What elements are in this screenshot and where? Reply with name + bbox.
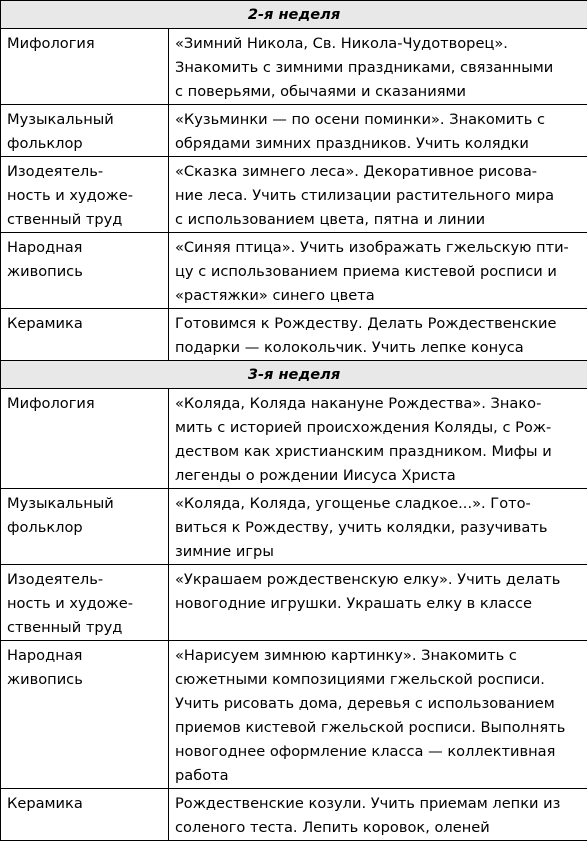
activity-line: «Коляда, Коляда, угощенье сладкое...». Гото- — [175, 492, 581, 516]
activity-line: цу с использованием приема кистевой росписи и — [175, 260, 581, 284]
activity-line: Готовимся к Рождеству. Делать Рождественские — [175, 312, 581, 336]
activity-line: ние леса. Учить стилизации растительного мира — [175, 184, 581, 208]
subject-cell — [1, 641, 169, 789]
subject-line: Мифология — [7, 32, 162, 56]
subject-line: живопись — [7, 668, 162, 692]
subject-line: ственный труд — [7, 208, 162, 232]
activity-line: приемов кистевой гжельской росписи. Выполнять — [175, 716, 581, 740]
activity-cell — [169, 641, 587, 789]
activity-line: «Зимний Никола, Св. Никола-Чудотворец». — [175, 32, 581, 56]
table-row — [1, 309, 587, 361]
table-row — [1, 29, 587, 105]
table-row — [1, 233, 587, 309]
activity-cell — [169, 389, 587, 489]
activity-line: с использованием цвета, пятна и линии — [175, 208, 581, 232]
activity-line: «Коляда, Коляда накануне Рождества». Знако- — [175, 392, 581, 416]
activity-line: легенды о рождении Иисуса Христа — [175, 464, 581, 488]
subject-cell — [1, 489, 169, 565]
activity-cell — [169, 233, 587, 309]
activity-line: с поверьями, обычаями и сказаниями — [175, 80, 581, 104]
activity-line: подарки — колокольчик. Учить лепке конуса — [175, 336, 581, 360]
activity-line: обрядами зимних праздников. Учить колядки — [175, 132, 581, 156]
activity-line: Рождественские козули. Учить приемам лепки из — [175, 792, 581, 816]
subject-line: фольклор — [7, 132, 162, 156]
activity-line: сюжетными композициями гжельской росписи. — [175, 668, 581, 692]
table-row — [1, 641, 587, 789]
subject-line: Изодеятель- — [7, 160, 162, 184]
table-row — [1, 565, 587, 641]
activity-line: новогоднее оформление класса — коллективная — [175, 740, 581, 764]
activity-cell — [169, 105, 587, 157]
table-row — [1, 389, 587, 489]
subject-line: фольклор — [7, 516, 162, 540]
activity-cell — [169, 489, 587, 565]
activity-line: «Синяя птица». Учить изображать гжельскую пти- — [175, 236, 581, 260]
subject-cell — [1, 157, 169, 233]
subject-line: Изодеятель- — [7, 568, 162, 592]
subject-cell — [1, 233, 169, 309]
activity-line: деством как христианским праздником. Мифы и — [175, 440, 581, 464]
subject-cell — [1, 389, 169, 489]
week-header-row — [1, 361, 587, 389]
activity-line: «Кузьминки — по осени поминки». Знакомить с — [175, 108, 581, 132]
table-row — [1, 157, 587, 233]
activity-line: «растяжки» синего цвета — [175, 284, 581, 308]
subject-cell — [1, 565, 169, 641]
subject-cell — [1, 29, 169, 105]
subject-line: Керамика — [7, 792, 162, 816]
activity-line: Учить рисовать дома, деревья с использованием — [175, 692, 581, 716]
week-title: 2-я неделя — [1, 1, 587, 29]
activity-line: соленого теста. Лепить коровок, оленей — [175, 816, 581, 840]
week-title: 3-я неделя — [1, 361, 587, 389]
activity-line: «Сказка зимнего леса». Декоративное рисова- — [175, 160, 581, 184]
subject-line: ность и художе- — [7, 592, 162, 616]
activity-line: «Украшаем рождественскую елку». Учить делать — [175, 568, 581, 592]
activity-line: «Нарисуем зимнюю картинку». Знакомить с — [175, 644, 581, 668]
subject-line: Музыкальный — [7, 492, 162, 516]
activity-line: Знакомить с зимними праздниками, связанными — [175, 56, 581, 80]
subject-line: Народная — [7, 644, 162, 668]
subject-line: ственный труд — [7, 616, 162, 640]
table-row — [1, 489, 587, 565]
table-row — [1, 105, 587, 157]
subject-line: Мифология — [7, 392, 162, 416]
subject-line: живопись — [7, 260, 162, 284]
subject-line: Музыкальный — [7, 108, 162, 132]
activity-cell — [169, 157, 587, 233]
subject-cell — [1, 309, 169, 361]
activity-cell — [169, 565, 587, 641]
activity-cell — [169, 309, 587, 361]
week-header-row — [1, 1, 587, 29]
subject-cell — [1, 105, 169, 157]
subject-line: Народная — [7, 236, 162, 260]
activity-line: зимние игры — [175, 540, 581, 564]
subject-line: ность и художе- — [7, 184, 162, 208]
activity-line: работа — [175, 764, 581, 788]
activity-line: мить с историей происхождения Коляды, с Рож- — [175, 416, 581, 440]
activity-cell — [169, 29, 587, 105]
activity-line: виться к Рождеству, учить колядки, разучивать — [175, 516, 581, 540]
subject-line: Керамика — [7, 312, 162, 336]
activity-line: новогодние игрушки. Украшать елку в классе — [175, 592, 581, 616]
